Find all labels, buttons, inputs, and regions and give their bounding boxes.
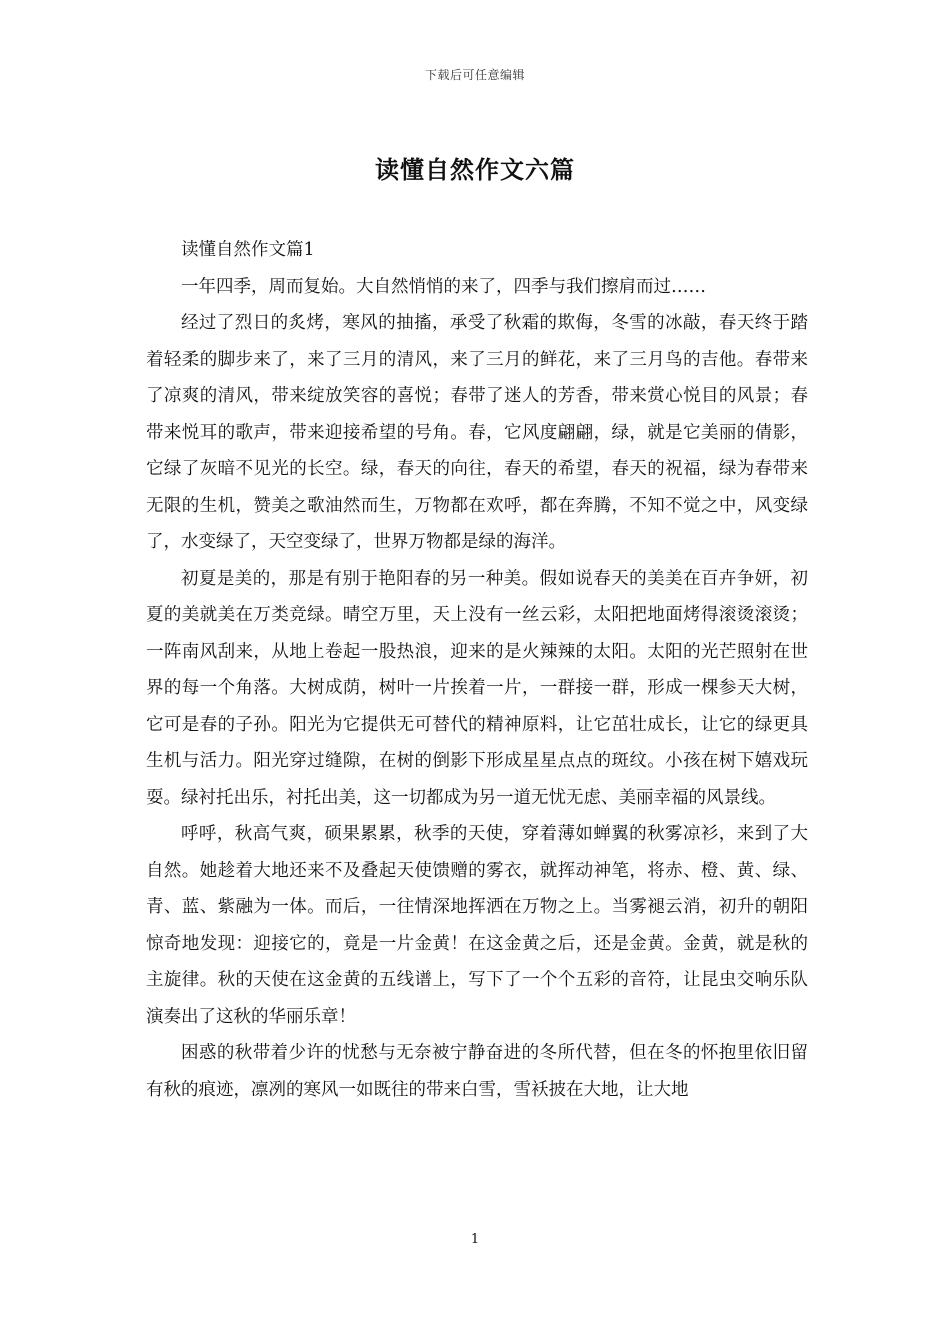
header-note: 下载后可任意编辑	[424, 68, 525, 82]
paragraph-spring: 经过了烈日的炙烤，寒风的抽搐，承受了秋霜的欺侮，冬雪的冰敲，春天终于踏着轻柔的脚步来了，来了三月的清风，来了三月的鲜花，来了三月鸟的吉他。春带来了凉爽的清风，带来绽放笑容的喜悦；春带了迷人的芳香，带来赏心悦目的风景；春带来悦耳的歌声，带来迎接希望的号角。春，它风度翩翩，绿，就是它美丽的倩影，它绿了灰暗不见光的长空。绿，春天的向往，春天的希望，春天的祝福，绿为春带来无限的生机，赞美之歌油然而生，万物都在欢呼，都在奔腾，不知不觉之中，风变绿了，水变绿了，天空变绿了，世界万物都是绿的海洋。	[146, 313, 808, 552]
paragraph-autumn: 呼呼，秋高气爽，硕果累累，秋季的天使，穿着薄如蝉翼的秋雾凉衫，来到了大自然。她趁着大地还来不及叠起天使馈赠的雾衣，就挥动神笔，将赤、橙、黄、绿、青、蓝、紫融为一体。而后，一往情深地挥洒在万物之上。当雾褪云消，初升的朝阳惊奇地发现：迎接它的，竟是一片金黄！在这金黄之后，还是金黄。金黄，就是秋的主旋律。秋的天使在这金黄的五线谱上，写下了一个个五彩的音符，让昆虫交响乐队演奏出了这秋的华丽乐章！	[146, 824, 808, 1027]
page-number: 1	[470, 1232, 480, 1247]
paragraph-summer: 初夏是美的，那是有别于艳阳春的另一种美。假如说春天的美美在百卉争妍，初夏的美就美在万类竞绿。晴空万里，天上没有一丝云彩，太阳把地面烤得滚烫滚烫；一阵南风刮来，从地上卷起一股热浪，迎来的是火辣辣的太阳。太阳的光芒照射在世界的每一个角落。大树成荫，树叶一片挨着一片，一群接一群，形成一棵参天大树，它可是春的子孙。阳光为它提供无可替代的精神原料，让它茁壮成长，让它的绿更具生机与活力。阳光穿过缝隙，在树的倒影下形成星星点点的斑纹。小孩在树下嬉戏玩耍。绿衬托出乐，衬托出美，这一切都成为另一道无忧无虑、美丽幸福的风景线。	[146, 568, 808, 808]
paragraph-intro: 一年四季，周而复始。大自然悄悄的来了，四季与我们擦肩而过……	[181, 276, 706, 297]
document-title: 读懂自然作文六篇	[375, 155, 575, 184]
body-text	[146, 232, 808, 1108]
paragraph-winter: 困惑的秋带着少许的忧愁与无奈被宁静奋进的冬所代替，但在冬的怀抱里依旧留有秋的痕迹，凛冽的寒风一如既往的带来白雪，雪袄披在大地，让大地	[146, 1043, 808, 1100]
section-heading: 读懂自然作文篇1	[181, 240, 315, 260]
